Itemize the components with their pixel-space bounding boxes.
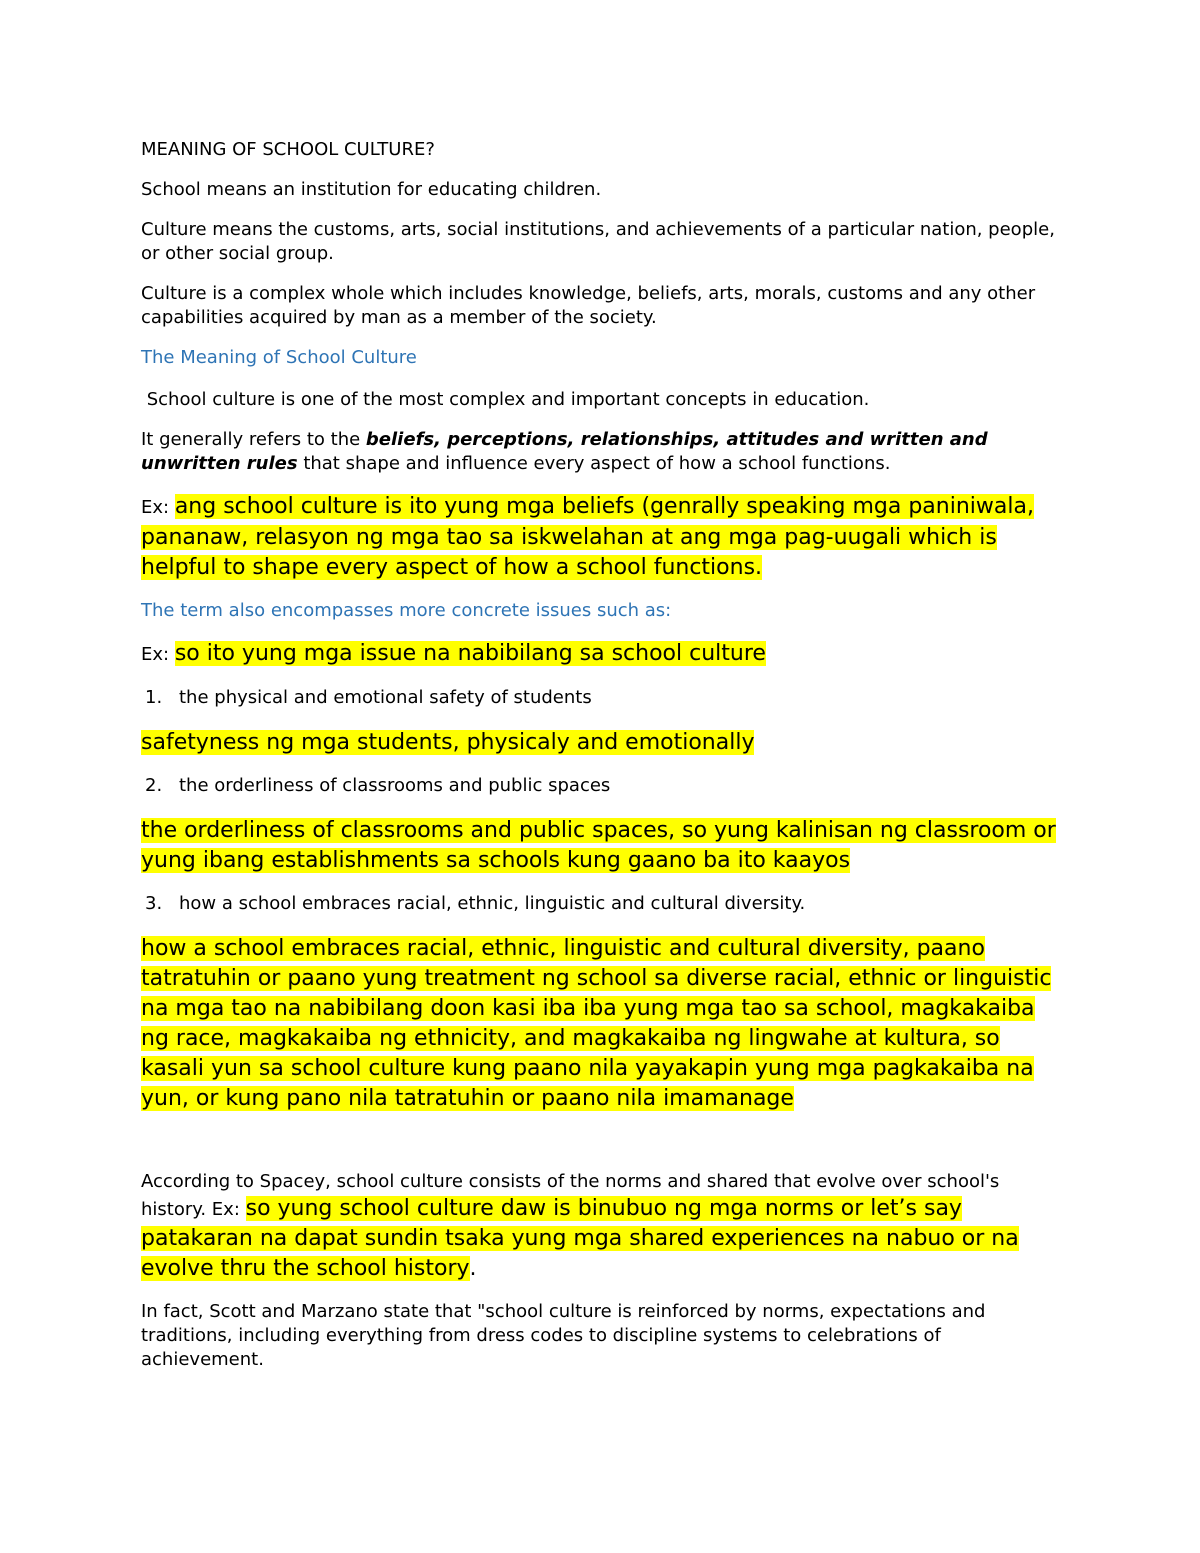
example-note-1 (141, 492, 1066, 583)
paragraph-spacey-text: According to Spacey, school culture consists of the norms and shared that evolve over school's history. Ex: (141, 1171, 1000, 1220)
highlighted-list-note-3: how a school embraces racial, ethnic, linguistic and cultural diversity, paano tatratuhin or paano yung treatment ng school sa diverse racial, ethnic or linguistic na mga tao na nabibilang doon kasi iba iba yung mga tao sa school, magkakaiba ng race, magkakaiba ng ethnicity, and magkakaiba ng lingwahe at kultura, so kasali yun sa school culture kung paano nila yayakapin yung mga pagkakaiba na yun, or kung pano nila tatratuhin or paano nila imamanage (141, 936, 1052, 1111)
paragraph-generally-refers-post: that shape and influence every aspect of how a school functions. (297, 453, 891, 474)
list-item-2 (141, 774, 1066, 798)
list-item-3 (141, 892, 1066, 916)
list-number-3: 3. (145, 893, 163, 914)
highlighted-list-note-2: the orderliness of classrooms and public spaces, so yung kalinisan ng classroom or yung ibang establishments sa schools kung gaano ba ito kaayos (141, 818, 1056, 873)
highlighted-spacey-note: so yung school culture daw is binubuo ng mga norms or let’s say patakaran na dapat sundin tsaka yung mga shared experiences na nabuo or na evolve thru the school history (141, 1196, 1019, 1281)
paragraph-generally-refers-emphasis: beliefs, perceptions, relationships, attitudes and written and unwritten rules (141, 429, 988, 474)
document-page (141, 138, 1066, 1372)
example-label-1: Ex: (141, 497, 175, 518)
paragraph-generally-refers (141, 428, 1066, 476)
subheading-concrete-issues: The term also encompasses more concrete issues such as: (141, 600, 672, 621)
list-text-3: how a school embraces racial, ethnic, linguistic and cultural diversity. (179, 893, 806, 914)
paragraph-school-culture-complex: School culture is one of the most complex and important concepts in education. (141, 389, 870, 410)
list-text-1: the physical and emotional safety of students (179, 687, 592, 708)
list-number-1: 1. (145, 687, 163, 708)
example-note-2 (141, 639, 1066, 670)
paragraph-school-definition: School means an institution for educating children. (141, 179, 602, 200)
paragraph-spacey (141, 1170, 1066, 1284)
list-note-1 (141, 728, 1066, 758)
paragraph-generally-refers-pre: It generally refers to the (141, 429, 366, 450)
list-text-2: the orderliness of classrooms and public spaces (179, 775, 611, 796)
example-label-2: Ex: (141, 644, 175, 665)
subheading-meaning-of-school-culture: The Meaning of School Culture (141, 347, 417, 368)
list-note-2 (141, 816, 1066, 876)
highlighted-note-2: so ito yung mga issue na nabibilang sa school culture (174, 641, 766, 666)
list-item-1 (141, 686, 1066, 710)
list-note-3 (141, 934, 1066, 1114)
paragraph-spacey-end: . (469, 1256, 477, 1281)
document-title: MEANING OF SCHOOL CULTURE? (141, 139, 435, 160)
list-number-2: 2. (145, 775, 163, 796)
paragraph-culture-definition: Culture means the customs, arts, social institutions, and achievements of a particular nation, people, or other social group. (141, 219, 1055, 264)
highlighted-note-1: ang school culture is ito yung mga beliefs (genrally speaking mga paniniwala, pananaw, relasyon ng mga tao sa iskwelahan at ang mga pag-uugali which is helpful to shape every aspect of how a school functions. (141, 494, 1034, 580)
paragraph-scott-marzano: In fact, Scott and Marzano state that "school culture is reinforced by norms, expectations and traditions, including everything from dress codes to discipline systems to celebrations of achievement. (141, 1301, 986, 1370)
highlighted-list-note-1: safetyness ng mga students, physicaly and emotionally (141, 730, 755, 755)
paragraph-culture-complex: Culture is a complex whole which includes knowledge, beliefs, arts, morals, customs and any other capabilities acquired by man as a member of the society. (141, 283, 1036, 328)
